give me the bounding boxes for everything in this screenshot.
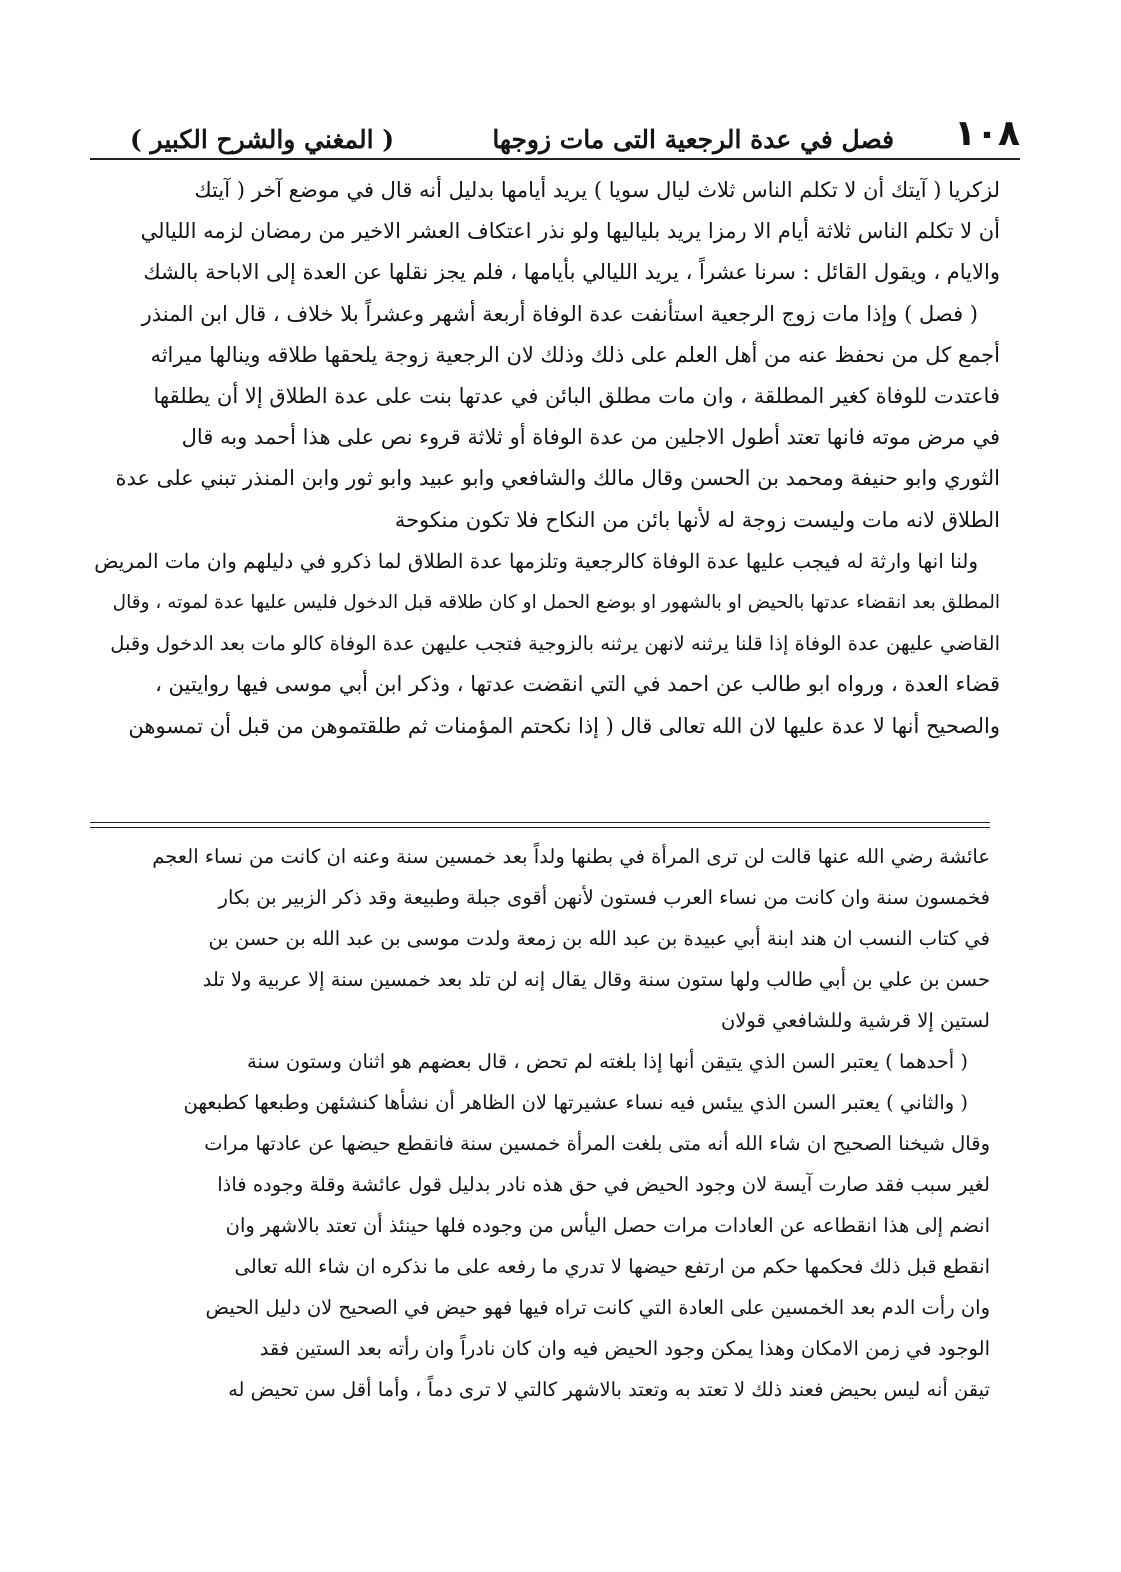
commentary-line: ( أحدهما ) يعتبر السن الذي يتيقن أنها إذا بلغته لم تحض ، قال بعضهم هو اثنان وستون سنة bbox=[247, 1050, 968, 1073]
text-line: لزكريا ( آيتك أن لا تكلم الناس ثلاث ليال سويا ) يريد أيامها بدليل أنه قال في موضع آخر ( آيتك bbox=[194, 178, 1000, 202]
text-line: والصحيح أنها لا عدة عليها لان الله تعالى قال ( إذا نكحتم المؤمنات ثم طلقتموهن من قبل أن تمسوهن bbox=[128, 713, 1000, 738]
commentary-line: لستين إلا قرشية وللشافعي قولان bbox=[720, 1009, 990, 1032]
text-line: الثوري وابو حنيفة ومحمد بن الحسن وقال مالك والشافعي وابو عبيد وابو ثور وابن المنذر تبني على عدة bbox=[115, 466, 1000, 491]
text-line: أجمع كل من نحفظ عنه من أهل العلم على ذلك وذلك لان الرجعية زوجة يلحقها طلاقه وينالها ميراثه bbox=[150, 342, 1000, 367]
commentary-line: وان رأت الدم بعد الخمسين على العادة التي كانت تراه فيها فهو حيض في الصحيح لان دليل الحيض bbox=[205, 1296, 990, 1319]
text-line: أن لا تكلم الناس ثلاثة أيام الا رمزا يريد بلياليها ولو نذر اعتكاف العشر الاخير من رمضان لزمه الليالي bbox=[140, 219, 1000, 244]
main-text bbox=[92, 170, 1000, 747]
commentary-line: عائشة رضي الله عنها قالت لن ترى المرأة في بطنها ولداً بعد خمسين سنة وعنه ان كانت من نساء العجم bbox=[152, 845, 990, 868]
commentary-line: انضم إلى هذا انقطاعه عن العادات مرات حصل اليأس من وجوده فلها حينئذ أن تعتد بالاشهر وان bbox=[225, 1214, 990, 1237]
commentary-line: حسن بن علي بن أبي طالب ولها ستون سنة وقال يقال إنه لن تلد بعد خمسين سنة إلا عربية ولا تلد bbox=[202, 968, 990, 991]
text-line: والايام ، ويقول القائل : سرنا عشراً ، يريد الليالي بأيامها ، فلم يجز نقلها عن العدة إلى الاباحة بالشك bbox=[143, 260, 1000, 285]
text-line: قضاء العدة ، ورواه ابو طالب عن احمد في التي انقضت عدتها ، وذكر ابن أبي موسى فيها روايتين ، bbox=[155, 672, 1000, 697]
commentary-line: الوجود في زمن الامكان وهذا يمكن وجود الحيض فيه وان كان نادراً وان رأته بعد الستين فقد bbox=[259, 1337, 990, 1360]
text-line: الطلاق لانه مات وليست زوجة له لأنها بائن من النكاح فلا تكون منكوحة bbox=[394, 507, 1000, 532]
section-heading-line: ( فصل ) وإذا مات زوج الرجعية استأنفت عدة الوفاة أربعة أشهر وعشراً بلا خلاف ، قال ابن المنذر bbox=[141, 301, 978, 326]
text-line: القاضي عليهن عدة الوفاة إذا قلنا يرثنه لانهن يرثنه بالزوجية فتجب عليهن عدة الوفاة كالو مات بعد الدخول وقبل bbox=[110, 632, 1000, 656]
header-rule bbox=[90, 158, 1020, 160]
text-line: فاعتدت للوفاة كغير المطلقة ، وان مات مطلق البائن في عدتها بنت على عدة الطلاق إلا أن يطلقها bbox=[153, 384, 1000, 409]
text-line: في مرض موته فانها تعتد أطول الاجلين من عدة الوفاة أو ثلاثة قروء نص على هذا أحمد وبه قال bbox=[181, 425, 1000, 450]
commentary-line: في كتاب النسب ان هند ابنة أبي عبيدة بن عبد الله بن زمعة ولدت موسى بن عبد الله بن حسن بن bbox=[208, 927, 990, 950]
commentary-line: ( والثاني ) يعتبر السن الذي ييئس فيه نساء عشيرتها لان الظاهر أن نشأها كنشئهن وطبعها كطبعهن bbox=[183, 1091, 968, 1114]
commentary-line: وقال شيخنا الصحيح ان شاء الله أنه متى بلغت المرأة خمسين سنة فانقطع حيضها عن عادتها مرات bbox=[204, 1132, 990, 1155]
page-number: ١٠٨ bbox=[954, 113, 1020, 154]
text-line: ولنا انها وارثة له فيجب عليها عدة الوفاة كالرجعية وتلزمها عدة الطلاق لما ذكرو في دليلهم وان مات المريض bbox=[94, 548, 978, 573]
document-page bbox=[70, 100, 1050, 1560]
commentary-line: فخمسون سنة وان كانت من نساء العرب فستون لأنهن أقوى جبلة وطبيعة وقد ذكر الزبير بن بكار bbox=[218, 886, 990, 909]
commentary-line: لغير سبب فقد صارت آيسة لان وجود الحيض في حق هذه نادر بدليل قول عائشة وقلة وجوده فاذا bbox=[217, 1173, 990, 1196]
page-header bbox=[90, 110, 1020, 154]
text-line: المطلق بعد انقضاء عدتها بالحيض او بالشهور او بوضع الحمل او كان طلاقه قبل الدخول فليس عليها عدة لموته ، وقال bbox=[112, 592, 1000, 614]
commentary-line: تيقن أنه ليس بحيض فعند ذلك لا تعتد به وتعتد بالاشهر كالتي لا ترى دماً ، وأما أقل سن تحيض له bbox=[228, 1378, 990, 1401]
commentary-line: انقطع قبل ذلك فحكمها حكم من ارتفع حيضها لا تدري ما رفعه على ما نذكره ان شاء الله تعالى bbox=[234, 1255, 990, 1278]
running-title: فصل في عدة الرجعية التى مات زوجها bbox=[492, 125, 895, 154]
book-title: ( المغني والشرح الكبير ) bbox=[130, 125, 395, 154]
section-divider bbox=[90, 822, 990, 828]
commentary-text bbox=[92, 836, 990, 1410]
